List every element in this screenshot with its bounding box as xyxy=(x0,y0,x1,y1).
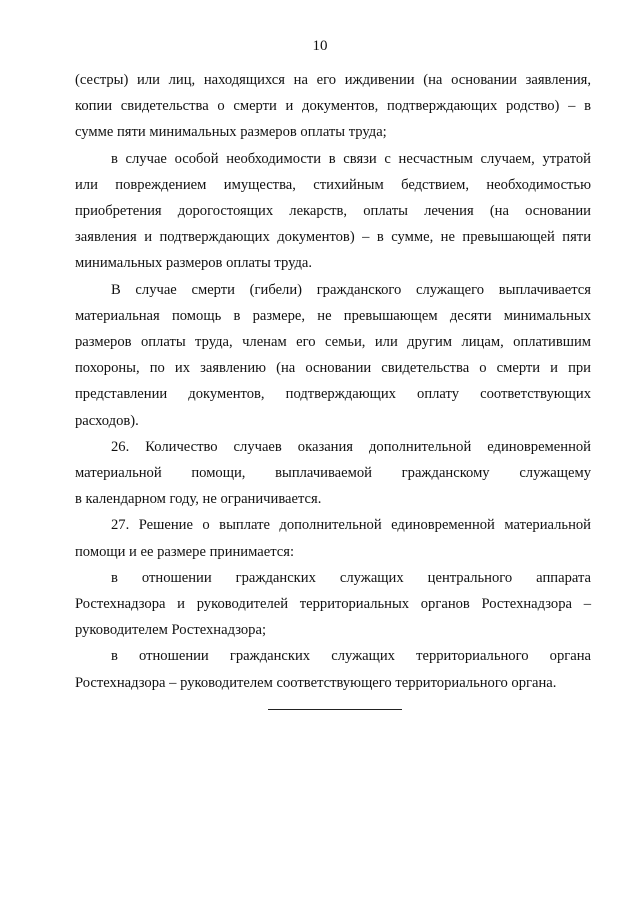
text-line: заявления и подтверждающих документов) – в сумме, не превышающей пяти xyxy=(75,229,591,246)
text-line: в отношении гражданских служащих территориального органа xyxy=(111,648,591,665)
text-line: В случае смерти (гибели) гражданского служащего выплачивается xyxy=(111,281,591,298)
text-line: (сестры) или лиц, находящихся на его иждивении (на основании заявления, xyxy=(75,72,591,88)
text-line: материальная помощь в размере, не превышающем десяти минимальных xyxy=(75,307,591,324)
text-line: помощи и ее размере принимается: xyxy=(75,543,295,560)
text-line: или повреждением имущества, стихийным бедствием, необходимостью xyxy=(75,176,591,193)
text-line: 27. Решение о выплате дополнительной единовременной материальной xyxy=(111,517,591,534)
text-line: руководителем Ростехнадзора; xyxy=(75,622,266,639)
text-line: Ростехнадзора – руководителем соответствующего территориального органа. xyxy=(75,674,557,691)
paragraph-special-need xyxy=(75,146,591,277)
paragraph-territorial-body xyxy=(75,643,591,695)
paragraph-item-26 xyxy=(75,434,591,513)
text-line: Ростехнадзора и руководителей территориальных органов Ростехнадзора – xyxy=(75,596,591,613)
text-line: копии свидетельства о смерти и документов, подтверждающих родство) – в xyxy=(75,98,591,115)
paragraph-continuation xyxy=(75,67,591,146)
paragraph-item-27 xyxy=(75,512,591,564)
document-body xyxy=(75,67,591,696)
page-number: 10 xyxy=(312,38,328,54)
text-line: представлении документов, подтверждающих оплату соответствующих xyxy=(75,386,591,403)
text-line: минимальных размеров оплаты труда. xyxy=(75,255,312,272)
text-line: в календарном году, не ограничивается. xyxy=(75,491,322,508)
text-line: материальной помощи, выплачиваемой гражданскому служащему xyxy=(75,465,591,482)
text-line: расходов). xyxy=(75,412,139,429)
text-line: в случае особой необходимости в связи с несчастным случаем, утратой xyxy=(111,150,591,167)
text-line: похороны, по их заявлению (на основании свидетельства о смерти и при xyxy=(75,360,591,377)
text-line: в отношении гражданских служащих центрального аппарата xyxy=(111,569,591,586)
paragraph-central-apparatus xyxy=(75,565,591,644)
paragraph-death-case xyxy=(75,277,591,434)
text-line: сумме пяти минимальных размеров оплаты труда; xyxy=(75,124,387,141)
end-separator-line xyxy=(268,709,402,710)
text-line: приобретения дорогостоящих лекарств, оплаты лечения (на основании xyxy=(75,203,591,220)
text-line: размеров оплаты труда, членам его семьи, или другим лицам, оплатившим xyxy=(75,334,591,351)
text-line: 26. Количество случаев оказания дополнительной единовременной xyxy=(111,438,591,455)
